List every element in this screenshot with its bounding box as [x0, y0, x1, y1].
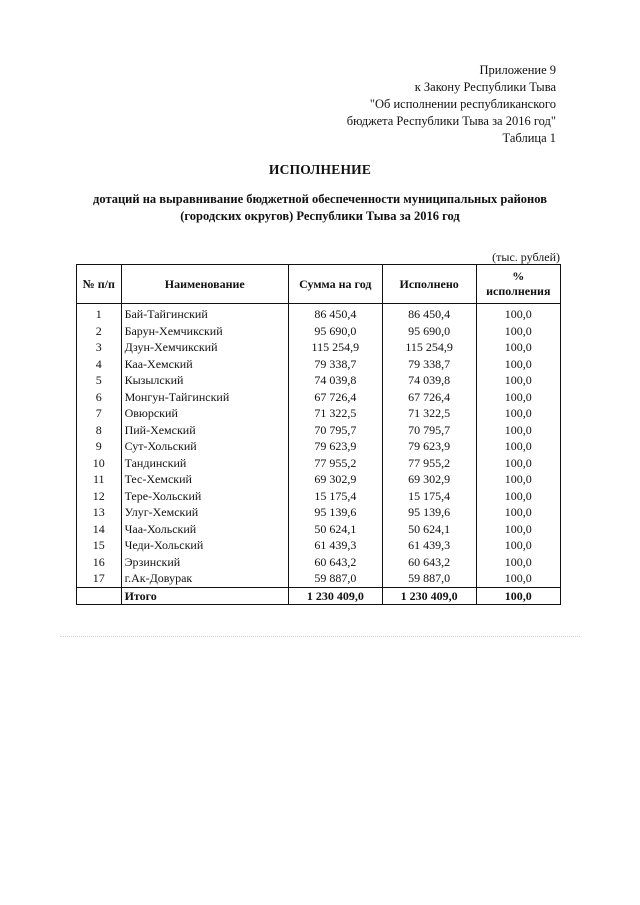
cell-name: Монгун-Тайгинский [121, 389, 288, 406]
header-percent [476, 265, 560, 304]
cell-exec: 67 726,4 [382, 389, 476, 406]
cell-plan: 95 139,6 [288, 504, 382, 521]
table-row [77, 389, 561, 406]
table-row [77, 488, 561, 505]
cell-num: 14 [77, 521, 122, 538]
cell-plan: 86 450,4 [288, 304, 382, 323]
cell-exec: 115 254,9 [382, 339, 476, 356]
cell-exec: 86 450,4 [382, 304, 476, 323]
appendix-line: к Закону Республики Тыва [414, 80, 556, 94]
cell-num: 11 [77, 471, 122, 488]
cell-name: Овюрский [121, 405, 288, 422]
cell-percent: 100,0 [476, 554, 560, 571]
table-row [77, 521, 561, 538]
cell-name: Дзун-Хемчикский [121, 339, 288, 356]
table-row [77, 304, 561, 323]
cell-num: 15 [77, 537, 122, 554]
cell-name: Каа-Хемский [121, 356, 288, 373]
cell-percent: 100,0 [476, 537, 560, 554]
appendix-line: "Об исполнении республиканского [369, 97, 556, 111]
table-row [77, 455, 561, 472]
total-label: Итого [121, 587, 288, 605]
header-percent-label: исполнения [486, 284, 551, 298]
cell-percent: 100,0 [476, 455, 560, 472]
units-label: (тыс. рублей) [492, 250, 560, 264]
cell-exec: 95 139,6 [382, 504, 476, 521]
cell-exec: 95 690,0 [382, 323, 476, 340]
cell-plan: 71 322,5 [288, 405, 382, 422]
table-row [77, 438, 561, 455]
document-title: ИСПОЛНЕНИЕ [268, 162, 372, 177]
cell-num: 8 [77, 422, 122, 439]
cell-plan: 61 439,3 [288, 537, 382, 554]
cell-num: 9 [77, 438, 122, 455]
cell-name: Сут-Хольский [121, 438, 288, 455]
table-number: Таблица 1 [502, 131, 556, 145]
cell-num: 6 [77, 389, 122, 406]
cell-exec: 79 623,9 [382, 438, 476, 455]
cell-exec: 50 624,1 [382, 521, 476, 538]
header-exec: Исполнено [382, 265, 476, 304]
cell-num: 12 [77, 488, 122, 505]
table-total-row [77, 587, 561, 605]
budget-table [76, 264, 561, 605]
cell-plan: 95 690,0 [288, 323, 382, 340]
cell-plan: 74 039,8 [288, 372, 382, 389]
cell-percent: 100,0 [476, 323, 560, 340]
cell-plan: 50 624,1 [288, 521, 382, 538]
cell-exec: 15 175,4 [382, 488, 476, 505]
scan-dotted-line [60, 636, 580, 638]
cell-exec: 69 302,9 [382, 471, 476, 488]
appendix-line: Приложение 9 [479, 63, 556, 77]
header-num: № п/п [77, 265, 122, 304]
cell-name: Бай-Тайгинский [121, 304, 288, 323]
cell-exec: 79 338,7 [382, 356, 476, 373]
cell-percent: 100,0 [476, 405, 560, 422]
cell-percent: 100,0 [476, 488, 560, 505]
cell-name: Тандинский [121, 455, 288, 472]
cell-percent: 100,0 [476, 356, 560, 373]
cell-num: 10 [77, 455, 122, 472]
cell-num: 3 [77, 339, 122, 356]
cell-plan: 115 254,9 [288, 339, 382, 356]
cell-num: 16 [77, 554, 122, 571]
table-row [77, 372, 561, 389]
cell-exec: 71 322,5 [382, 405, 476, 422]
cell-plan: 59 887,0 [288, 570, 382, 587]
table-row [77, 339, 561, 356]
cell-plan: 67 726,4 [288, 389, 382, 406]
cell-plan: 69 302,9 [288, 471, 382, 488]
cell-plan: 60 643,2 [288, 554, 382, 571]
header-plan: Сумма на год [288, 265, 382, 304]
cell-name: Тес-Хемский [121, 471, 288, 488]
cell-plan: 70 795,7 [288, 422, 382, 439]
table-row [77, 422, 561, 439]
subtitle-line: дотаций на выравнивание бюджетной обеспеченности муниципальных районов [93, 192, 547, 206]
cell-name: Улуг-Хемский [121, 504, 288, 521]
cell-name: Эрзинский [121, 554, 288, 571]
cell-percent: 100,0 [476, 304, 560, 323]
cell-percent: 100,0 [476, 438, 560, 455]
total-percent: 100,0 [476, 587, 560, 605]
table-header-row [77, 265, 561, 304]
cell-percent: 100,0 [476, 389, 560, 406]
cell-name: г.Ак-Довурак [121, 570, 288, 587]
cell-num: 4 [77, 356, 122, 373]
cell-plan: 79 623,9 [288, 438, 382, 455]
cell-exec: 61 439,3 [382, 537, 476, 554]
table-row [77, 471, 561, 488]
cell-plan: 77 955,2 [288, 455, 382, 472]
cell-plan: 15 175,4 [288, 488, 382, 505]
cell-percent: 100,0 [476, 570, 560, 587]
table-row [77, 554, 561, 571]
cell-exec: 77 955,2 [382, 455, 476, 472]
cell-num: 1 [77, 304, 122, 323]
cell-exec: 74 039,8 [382, 372, 476, 389]
table-row [77, 504, 561, 521]
subtitle-line: (городских округов) Республики Тыва за 2016 год [180, 209, 460, 223]
table-body [77, 304, 561, 605]
cell-exec: 70 795,7 [382, 422, 476, 439]
cell-num: 2 [77, 323, 122, 340]
cell-name: Кызылский [121, 372, 288, 389]
cell-num: 7 [77, 405, 122, 422]
cell-percent: 100,0 [476, 422, 560, 439]
header-name: Наименование [121, 265, 288, 304]
cell-name: Чаа-Хольский [121, 521, 288, 538]
total-exec: 1 230 409,0 [382, 587, 476, 605]
table-row [77, 323, 561, 340]
document-subtitle [60, 191, 580, 225]
cell-num: 5 [77, 372, 122, 389]
cell-percent: 100,0 [476, 471, 560, 488]
appendix-block [347, 62, 556, 147]
cell-plan: 79 338,7 [288, 356, 382, 373]
table-row [77, 570, 561, 587]
cell-percent: 100,0 [476, 504, 560, 521]
appendix-line: бюджета Республики Тыва за 2016 год" [346, 114, 556, 128]
cell-name: Тере-Хольский [121, 488, 288, 505]
cell-num: 17 [77, 570, 122, 587]
table-row [77, 405, 561, 422]
cell-percent: 100,0 [476, 372, 560, 389]
cell-percent: 100,0 [476, 521, 560, 538]
cell-name: Пий-Хемский [121, 422, 288, 439]
total-num-cell [77, 587, 122, 605]
cell-name: Барун-Хемчикский [121, 323, 288, 340]
header-percent-sign: % [512, 269, 525, 283]
total-plan: 1 230 409,0 [288, 587, 382, 605]
cell-name: Чеди-Хольский [121, 537, 288, 554]
table-row [77, 356, 561, 373]
cell-exec: 60 643,2 [382, 554, 476, 571]
cell-num: 13 [77, 504, 122, 521]
cell-exec: 59 887,0 [382, 570, 476, 587]
cell-percent: 100,0 [476, 339, 560, 356]
table-row [77, 537, 561, 554]
